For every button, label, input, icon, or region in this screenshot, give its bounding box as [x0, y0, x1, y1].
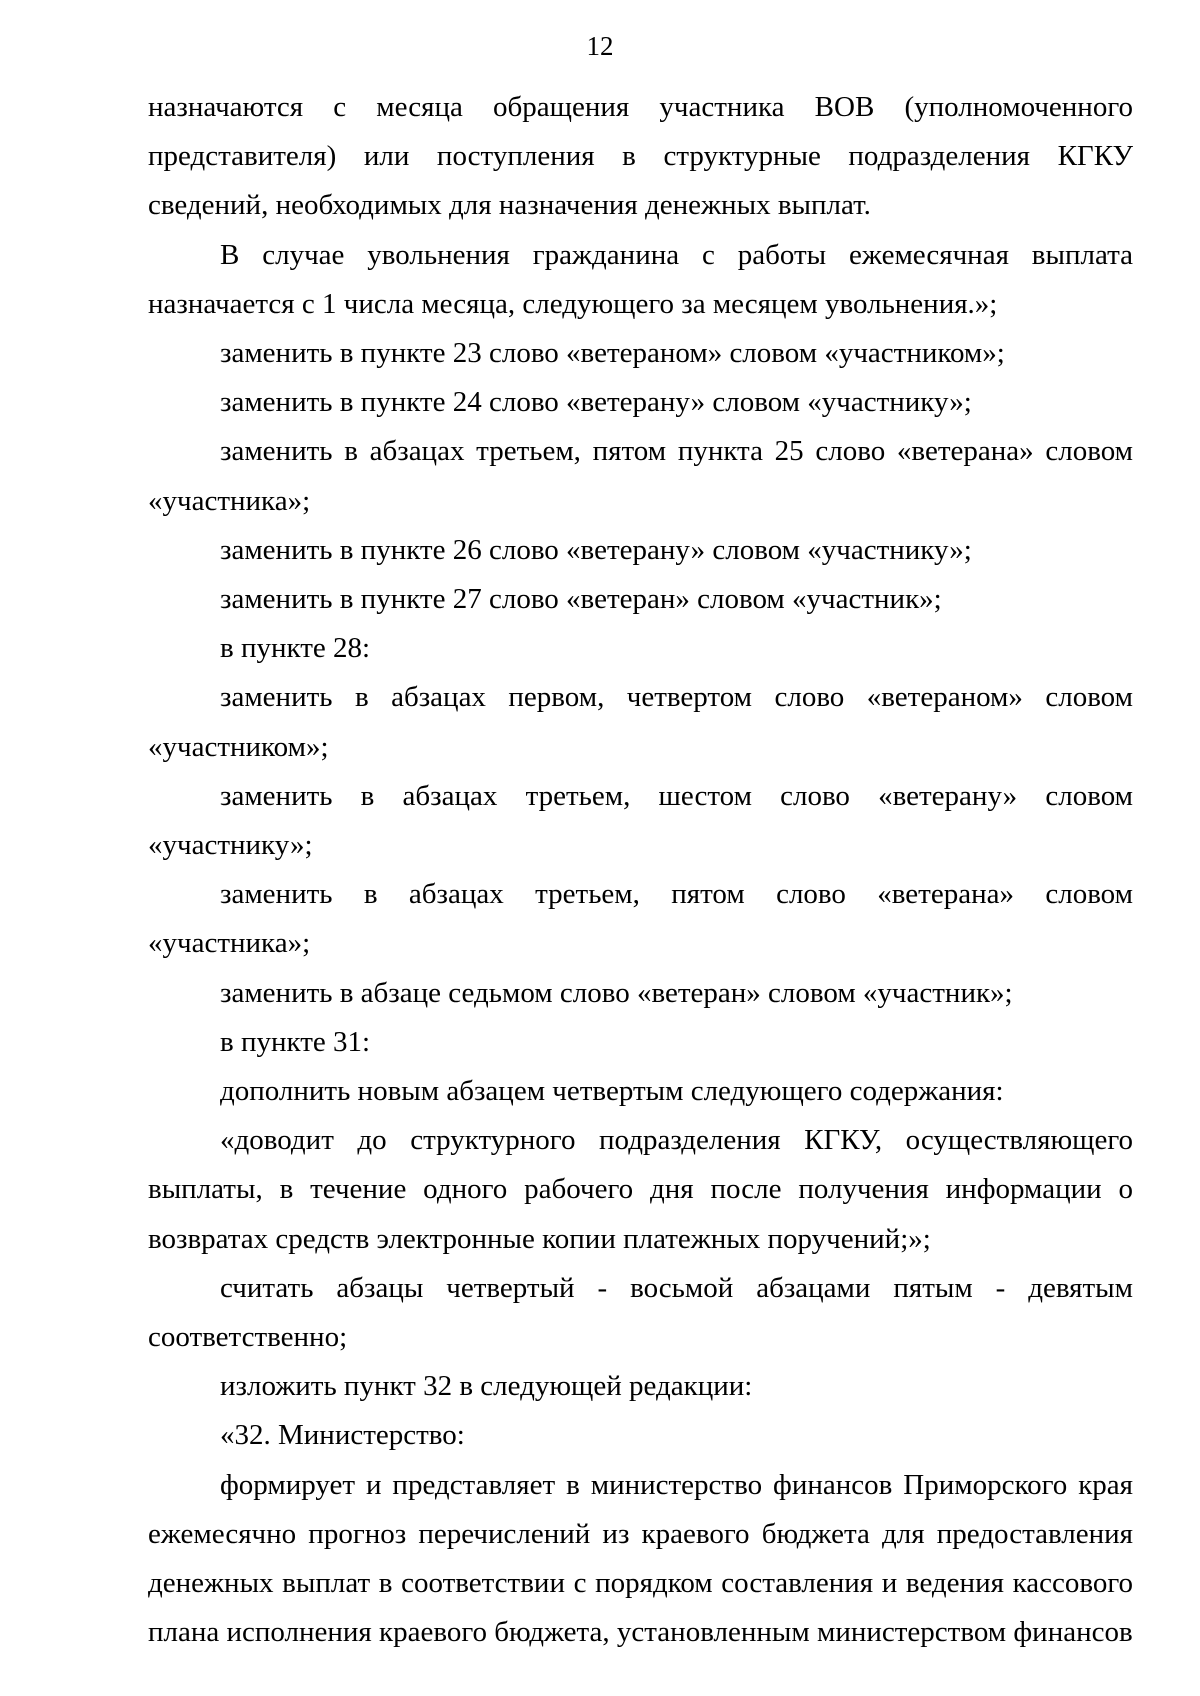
paragraph: заменить в пункте 23 слово «ветераном» словом «участником»;	[220, 337, 1005, 370]
paragraph: «доводит до структурного подразделения КГКУ, осуществляющего выплаты, в течение одного рабочего дня после получения информации о возвратах средств электронные копии платежных поручений;»;	[148, 1124, 1133, 1255]
page-number: 12	[586, 31, 614, 61]
paragraph: заменить в пункте 27 слово «ветеран» словом «участник»;	[220, 583, 942, 616]
paragraph: заменить в абзацах третьем, шестом слово «ветерану» словом «участнику»;	[148, 779, 1133, 862]
paragraph: заменить в абзаце седьмом слово «ветеран» словом «участник»;	[220, 976, 1013, 1009]
paragraph: формирует и представляет в министерство финансов Приморского края ежемесячно прогноз перечислений из краевого бюджета для предоставления денежных выплат в соответствии с порядком составления и ведения кассового плана исполнения краевого бюджета, установленным министерством финансов	[148, 1468, 1133, 1649]
paragraph: дополнить новым абзацем четвертым следующего содержания:	[220, 1075, 1004, 1108]
paragraph: заменить в абзацах первом, четвертом слово «ветераном» словом «участником»;	[148, 681, 1133, 763]
paragraph: изложить пункт 32 в следующей редакции:	[220, 1370, 753, 1403]
paragraph: «32. Министерство:	[220, 1419, 465, 1452]
paragraph: В случае увольнения гражданина с работы ежемесячная выплата назначается с 1 числа месяца, следующего за месяцем увольнения.»;	[148, 238, 1133, 320]
document-body	[148, 83, 1133, 1658]
paragraph: заменить в абзацах третьем, пятом слово «ветерана» словом «участника»;	[148, 878, 1133, 960]
paragraph: заменить в пункте 26 слово «ветерану» словом «участнику»;	[220, 533, 972, 566]
paragraph: в пункте 28:	[220, 632, 371, 665]
paragraph: назначаются с месяца обращения участника ВОВ (уполномоченного представителя) или поступления в структурные подразделения КГКУ сведений, необходимых для назначения денежных выплат.	[148, 91, 1133, 222]
paragraph: считать абзацы четвертый - восьмой абзацами пятым - девятым соответственно;	[148, 1271, 1133, 1354]
paragraph: заменить в пункте 24 слово «ветерану» словом «участнику»;	[220, 386, 972, 419]
paragraph: в пункте 31:	[220, 1025, 371, 1058]
paragraph: заменить в абзацах третьем, пятом пункта 25 слово «ветерана» словом «участника»;	[148, 435, 1133, 517]
